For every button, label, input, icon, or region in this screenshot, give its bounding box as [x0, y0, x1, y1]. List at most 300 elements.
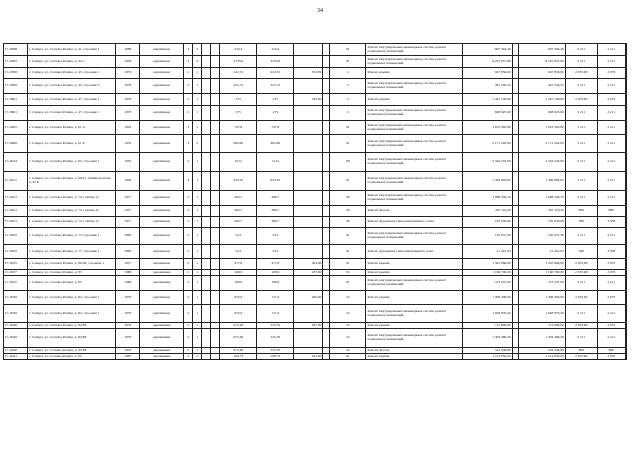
floors-cell: 2	[184, 259, 193, 270]
address-cell: г. Самара, ул. Степана Разина, д. 84 ВГ	[28, 348, 116, 354]
table-row	[4, 276, 627, 291]
area-living-cell: 169,73	[257, 354, 294, 360]
table-row	[4, 94, 627, 106]
code-cell: 91	[330, 259, 366, 270]
empty-cell	[625, 44, 626, 56]
year-cell: 1952	[116, 153, 140, 172]
row-id-cell: Г1-8440	[4, 323, 28, 329]
empty-cell	[323, 191, 330, 206]
cost-total-cell: 1 345 680,00	[462, 259, 512, 270]
empty-cell	[202, 291, 211, 305]
cost-total-cell: 1 447 140,00	[462, 94, 512, 106]
floors-cell: 2	[184, 191, 193, 206]
unit-cost-cell: 2 211	[565, 135, 597, 153]
row-id-cell: Г1-8421	[4, 191, 28, 206]
address-cell: г. Самара, ул. Степана Разина, д. 84 ВГ	[28, 323, 116, 329]
cost-fund-cell: 608 025,00	[518, 106, 565, 121]
material-cell: кирпичные	[140, 135, 184, 153]
code-cell: 22	[330, 323, 366, 329]
material-cell: кирпичные	[140, 245, 184, 259]
empty-cell	[323, 291, 330, 305]
unit-limit-cell: 2 670	[597, 323, 625, 329]
cost-fund-cell: 1 447 140,00	[518, 94, 565, 106]
address-cell: г. Самара, ул. Степана Разина, д. 73 а литера Д	[28, 206, 116, 217]
area-living-cell: 168,9	[257, 276, 294, 291]
empty-cell	[625, 56, 626, 68]
cost-fund-cell: 544 436,88	[518, 348, 565, 354]
area-living-cell: 225,76	[257, 348, 294, 354]
cost-total-cell: 373 437,90	[462, 276, 512, 291]
area-total-cell: 872,6	[220, 291, 257, 305]
empty-cell	[323, 121, 330, 135]
empty-cell	[211, 172, 220, 191]
year-cell: 1879	[116, 348, 140, 354]
empty-cell	[323, 172, 330, 191]
area-total-cell: 222,72	[220, 68, 257, 79]
cost-total-cell: 1 399 894,65	[462, 172, 512, 191]
area-living-cell: 489,7	[257, 191, 294, 206]
code-cell: 91	[330, 228, 366, 245]
empty-cell	[202, 217, 211, 228]
area-extra-cell	[294, 121, 323, 135]
entrances-cell: 1	[193, 79, 202, 94]
cost-total-cell: 195 030,66	[462, 217, 512, 228]
material-cell: деревянные	[140, 270, 184, 276]
empty-cell	[211, 79, 220, 94]
empty-cell	[323, 329, 330, 348]
floors-cell: 2	[184, 245, 193, 259]
unit-cost-cell: 2 211	[565, 44, 597, 56]
cost-total-cell: 1 653 385,80	[462, 121, 512, 135]
cost-fund-cell: 1 399 894,65	[518, 172, 565, 191]
address-cell: г. Самара, ул. Степана Разина, д. 73 а литера Д	[28, 217, 116, 228]
row-id-cell: Г1-8599	[4, 79, 28, 94]
address-cell: г. Самара, ул. Степана Разина, д. 69/ул. Ленинградская, д. 20 Б	[28, 172, 116, 191]
row-id-cell: Г1-8405	[4, 121, 28, 135]
area-living-cell: 54,3	[257, 228, 294, 245]
unit-cost-cell: 2 211	[565, 153, 597, 172]
unit-cost-cell: 2 670,00	[565, 259, 597, 270]
unit-cost-cell: 2 211	[565, 79, 597, 94]
year-cell: 1888	[116, 44, 140, 56]
area-extra-cell	[294, 172, 323, 191]
floors-cell: 2	[184, 270, 193, 276]
material-cell: кирпичные	[140, 153, 184, 172]
empty-cell	[211, 354, 220, 360]
empty-cell	[202, 172, 211, 191]
floors-cell: 3	[184, 56, 193, 68]
work-type-cell: Ремонт внутридомовых инженерных систем, ремонт подвальных помещений	[366, 153, 462, 172]
year-cell: 1917	[116, 191, 140, 206]
address-cell: г. Самара, ул. Степана Разина, д. 80-82, строение 1	[28, 259, 116, 270]
entrances-cell: 1	[193, 206, 202, 217]
entrances-cell: 1	[193, 68, 202, 79]
work-type-cell: Ремонт крыши	[366, 354, 462, 360]
year-cell: 1952	[116, 135, 140, 153]
work-type-cell: Ремонт фасада	[366, 348, 462, 354]
entrances-cell: 1	[193, 323, 202, 329]
empty-cell	[202, 191, 211, 206]
area-living-cell: 489,7	[257, 206, 294, 217]
unit-limit-cell: 2 211	[597, 172, 625, 191]
table-row	[4, 245, 627, 259]
area-extra-cell	[294, 206, 323, 217]
cost-fund-cell: 907 394,40	[518, 44, 565, 56]
unit-cost-cell: 2 211	[565, 172, 597, 191]
empty-cell	[202, 79, 211, 94]
code-cell: 2	[330, 68, 366, 79]
material-cell: кирпичные	[140, 206, 184, 217]
material-cell: кирпичные	[140, 106, 184, 121]
work-type-cell: Ремонт фундамента многоквартирного дома	[366, 217, 462, 228]
area-living-cell: 171,6	[257, 305, 294, 323]
code-cell: 91	[330, 245, 366, 259]
cost-fund-cell: 195 030,66	[518, 217, 565, 228]
cost-total-cell: 1 308 300,00	[462, 291, 512, 305]
empty-cell	[211, 217, 220, 228]
empty-cell	[323, 44, 330, 56]
work-type-cell: Ремонт внутридомовых инженерных систем, ремонт подвальных помещений	[366, 79, 462, 94]
cost-fund-cell: 1 928 876,40	[518, 305, 565, 323]
work-type-cell: Ремонт внутридомовых инженерных систем, ремонт подвальных помещений	[366, 135, 462, 153]
area-extra-cell	[294, 44, 323, 56]
unit-cost-cell: 2 211	[565, 191, 597, 206]
address-cell: г. Самара, ул. Степана Разина, д. 84, строение 1	[28, 305, 116, 323]
address-cell: г. Самара, ул. Степана Разина, д. 44 а	[28, 56, 116, 68]
table-row	[4, 121, 627, 135]
code-cell: 91	[330, 270, 366, 276]
floors-cell: 2	[184, 348, 193, 354]
empty-cell	[323, 94, 330, 106]
unit-limit-cell: 2 211	[597, 228, 625, 245]
cost-fund-cell: 1 214 850,00	[518, 354, 565, 360]
cost-total-cell: 712 890,00	[462, 323, 512, 329]
code-cell: 2	[330, 79, 366, 94]
unit-limit-cell: 806	[597, 206, 625, 217]
material-cell: кирпичные	[140, 291, 184, 305]
material-cell: деревянные	[140, 323, 184, 329]
empty-cell	[625, 259, 626, 270]
entrances-cell: 1	[193, 291, 202, 305]
material-cell: кирпичные	[140, 217, 184, 228]
code-cell: 39	[330, 206, 366, 217]
empty-cell	[625, 135, 626, 153]
area-extra-cell: 455,00	[294, 354, 323, 360]
unit-limit-cell: 2 670	[597, 270, 625, 276]
entrances-cell: 1	[193, 305, 202, 323]
empty-cell	[323, 305, 330, 323]
material-cell: деревянные	[140, 276, 184, 291]
empty-cell	[211, 276, 220, 291]
floors-cell: 3	[184, 44, 193, 56]
unit-cost-cell: 2 211	[565, 305, 597, 323]
entrances-cell: 2	[193, 44, 202, 56]
floors-cell: 2	[184, 94, 193, 106]
address-cell: г. Самара, ул. Степана Разина, д. 83	[28, 276, 116, 291]
area-extra-cell: 542,00	[294, 94, 323, 106]
empty-cell	[323, 56, 330, 68]
row-id-cell: Г1-8441	[4, 354, 28, 360]
area-total-cell: 633,35	[220, 172, 257, 191]
area-living-cell: 982,00	[257, 135, 294, 153]
empty-cell	[323, 79, 330, 94]
entrances-cell: 1	[193, 94, 202, 106]
code-cell: 2	[330, 94, 366, 106]
year-cell: 1890	[116, 245, 140, 259]
address-cell: г. Самара, ул. Степана Разина, д. 73, строение 1	[28, 228, 116, 245]
area-living-cell: 633,35	[257, 172, 294, 191]
area-total-cell: 477,8	[220, 259, 257, 270]
area-total-cell: 492,7	[220, 191, 257, 206]
year-cell: 1879	[116, 291, 140, 305]
year-cell: 1876	[116, 68, 140, 79]
material-cell: кирпичные	[140, 172, 184, 191]
cost-total-cell: 21 491,94	[462, 245, 512, 259]
floors-cell: 2	[184, 329, 193, 348]
cost-total-cell: 2 344 233,00	[462, 153, 512, 172]
unit-limit-cell: 2 211	[597, 135, 625, 153]
area-total-cell: 1612	[220, 153, 257, 172]
empty-cell	[202, 245, 211, 259]
page-number: 34	[317, 8, 323, 14]
unit-limit-cell: 2 211	[597, 44, 625, 56]
address-cell: г. Самара, ул. Степана Разина, д. 61 А	[28, 121, 116, 135]
area-living-cell: 275	[257, 106, 294, 121]
cost-total-cell: 120 057,30	[462, 228, 512, 245]
address-cell: г. Самара, ул. Степана Разина, д. 84 ВГ	[28, 329, 116, 348]
table-row	[4, 135, 627, 153]
area-total-cell: 168,9	[220, 270, 257, 276]
cost-fund-cell: 491 540,52	[518, 79, 565, 94]
empty-cell	[323, 135, 330, 153]
cost-fund-cell: 1 345 680,00	[518, 259, 565, 270]
unit-limit-cell: 2 211	[597, 121, 625, 135]
empty-cell	[211, 106, 220, 121]
entrances-cell: 4	[193, 56, 202, 68]
area-extra-cell	[294, 135, 323, 153]
area-living-cell: 1212	[257, 153, 294, 172]
unit-cost-cell: 2 211	[565, 56, 597, 68]
row-id-cell: Г1-8421	[4, 217, 28, 228]
year-cell: 1876	[116, 79, 140, 94]
address-cell: г. Самара, ул. Степана Разина, д. 77, строение 1	[28, 245, 116, 259]
unit-limit-cell: 2 670	[597, 291, 625, 305]
code-cell: 22	[330, 329, 366, 348]
unit-cost-cell: 2 211	[565, 329, 597, 348]
empty-cell	[202, 44, 211, 56]
area-total-cell: 982,00	[220, 135, 257, 153]
empty-cell	[211, 44, 220, 56]
unit-cost-cell: 806	[565, 348, 597, 354]
entrances-cell: 1	[193, 354, 202, 360]
code-cell: 68	[330, 153, 366, 172]
floors-cell: 2	[184, 305, 193, 323]
entrances-cell: 2	[193, 135, 202, 153]
empty-cell	[625, 106, 626, 121]
unit-cost-cell: 2 670,00	[565, 291, 597, 305]
empty-cell	[211, 259, 220, 270]
work-type-cell: Ремонт внутридомовых инженерных систем, ремонт подвальных помещений	[366, 56, 462, 68]
entrances-cell: 1	[193, 329, 202, 348]
row-id-cell: Г1-8421	[4, 206, 28, 217]
table-row	[4, 44, 627, 56]
empty-cell	[625, 245, 626, 259]
empty-cell	[625, 329, 626, 348]
area-extra-cell	[294, 305, 323, 323]
work-type-cell: Ремонт внутридомовых инженерных систем, ремонт подвальных помещений	[366, 106, 462, 121]
empty-cell	[202, 228, 211, 245]
address-cell: г. Самара, ул. Степана Разина, д. 85	[28, 354, 116, 360]
address-cell: г. Самара, ул. Степана Разина, д. 47, строение 1	[28, 106, 116, 121]
cost-total-cell: 491 540,52	[462, 79, 512, 94]
area-total-cell: 675,48	[220, 348, 257, 354]
empty-cell	[202, 56, 211, 68]
housing-repair-table	[3, 43, 627, 360]
row-id-cell: Г1-8437	[4, 276, 28, 291]
material-cell: кирпичные	[140, 79, 184, 94]
row-id-cell: Г1-8439	[4, 291, 28, 305]
code-cell: 91	[330, 276, 366, 291]
empty-cell	[625, 354, 626, 360]
year-cell: 1879	[116, 305, 140, 323]
material-cell: кирпичные	[140, 94, 184, 106]
area-extra-cell	[294, 228, 323, 245]
cost-total-cell: 1 166 790,00	[462, 270, 512, 276]
empty-cell	[202, 354, 211, 360]
empty-cell	[202, 153, 211, 172]
table-row	[4, 191, 627, 206]
entrances-cell: 1	[193, 348, 202, 354]
cost-fund-cell: 1 308 300,00	[518, 291, 565, 305]
area-extra-cell: 353,09	[294, 68, 323, 79]
year-cell: 1888	[116, 270, 140, 276]
area-living-cell: 3733,9	[257, 56, 294, 68]
table-row	[4, 172, 627, 191]
area-living-cell: 225,76	[257, 323, 294, 329]
work-type-cell: Ремонт крыши	[366, 270, 462, 276]
floors-cell: 2	[184, 153, 193, 172]
area-total-cell: 3733,9	[220, 56, 257, 68]
area-extra-cell	[294, 329, 323, 348]
work-type-cell: Ремонт внутридомовых инженерных систем, ремонт подвальных помещений	[366, 305, 462, 323]
work-type-cell: Ремонт крыши	[366, 291, 462, 305]
cost-total-cell: 397 116,20	[462, 206, 512, 217]
unit-limit-cell: 2 211	[597, 56, 625, 68]
year-cell: 1917	[116, 206, 140, 217]
entrances-cell: 1	[193, 270, 202, 276]
floors-cell: 2	[184, 354, 193, 360]
table-row	[4, 79, 627, 94]
empty-cell	[211, 291, 220, 305]
empty-cell	[323, 217, 330, 228]
empty-cell	[202, 121, 211, 135]
entrances-cell: 1	[193, 121, 202, 135]
material-cell: кирпичные	[140, 68, 184, 79]
area-extra-cell: 437,00	[294, 270, 323, 276]
area-living-cell: 222,72	[257, 79, 294, 94]
unit-cost-cell: 396	[565, 245, 597, 259]
material-cell: кирпичные	[140, 121, 184, 135]
empty-cell	[202, 259, 211, 270]
unit-cost-cell: 2 211	[565, 121, 597, 135]
work-type-cell: Ремонт внутридомовых инженерных систем, ремонт подвальных помещений	[366, 329, 462, 348]
unit-cost-cell: 2 670,00	[565, 354, 597, 360]
work-type-cell: Ремонт внутридомовых инженерных систем, ремонт подвальных помещений	[366, 44, 462, 56]
empty-cell	[323, 106, 330, 121]
work-type-cell: Ремонт крыши	[366, 323, 462, 329]
empty-cell	[211, 329, 220, 348]
row-id-cell: Г1-8595	[4, 56, 28, 68]
code-cell: 91	[330, 172, 366, 191]
cost-fund-cell: 712 890,00	[518, 323, 565, 329]
year-cell: 1878	[116, 94, 140, 106]
area-living-cell: 410,4	[257, 44, 294, 56]
empty-cell	[211, 135, 220, 153]
empty-cell	[625, 206, 626, 217]
area-extra-cell	[294, 217, 323, 228]
floors-cell: 2	[184, 68, 193, 79]
work-type-cell: Ремонт внутридомовых инженерных систем, ремонт подвальных помещений	[366, 121, 462, 135]
area-living-cell: 171,6	[257, 291, 294, 305]
work-type-cell: Ремонт фундамента многоквартирного дома	[366, 245, 462, 259]
area-total-cell: 675,48	[220, 329, 257, 348]
cost-fund-cell: 373 437,90	[518, 276, 565, 291]
year-cell: 1879	[116, 323, 140, 329]
floors-cell: 2	[184, 206, 193, 217]
material-cell: кирпичные	[140, 228, 184, 245]
area-living-cell: 477,8	[257, 259, 294, 270]
unit-cost-cell: 2 670,00	[565, 94, 597, 106]
year-cell: 1939	[116, 172, 140, 191]
empty-cell	[211, 245, 220, 259]
empty-cell	[625, 94, 626, 106]
row-id-cell: Г1-8425	[4, 228, 28, 245]
cost-fund-cell: 1 493 486,28	[518, 329, 565, 348]
area-living-cell: 275	[257, 94, 294, 106]
area-living-cell: 168,9	[257, 270, 294, 276]
cost-fund-cell: 8 255 651,80	[518, 56, 565, 68]
unit-cost-cell: 2 211	[565, 276, 597, 291]
table-row	[4, 228, 627, 245]
empty-cell	[202, 94, 211, 106]
floors-cell: 2	[184, 217, 193, 228]
unit-cost-cell: 396	[565, 217, 597, 228]
empty-cell	[211, 68, 220, 79]
cost-fund-cell: 1 166 790,00	[518, 270, 565, 276]
empty-cell	[211, 56, 220, 68]
code-cell: 91	[330, 56, 366, 68]
empty-cell	[211, 305, 220, 323]
row-id-cell: Г1-8408	[4, 135, 28, 153]
work-type-cell: Ремонт внутридомовых инженерных систем, ремонт подвальных помещений	[366, 191, 462, 206]
table-row	[4, 68, 627, 79]
empty-cell	[323, 228, 330, 245]
cost-total-cell: 2 171 202,00	[462, 135, 512, 153]
material-cell: кирпичные	[140, 44, 184, 56]
area-extra-cell: 490,00	[294, 291, 323, 305]
empty-cell	[211, 206, 220, 217]
table-row	[4, 291, 627, 305]
area-total-cell: 275	[220, 94, 257, 106]
entrances-cell: 1	[193, 276, 202, 291]
year-cell: 1917	[116, 259, 140, 270]
unit-cost-cell: 2 211	[565, 106, 597, 121]
cost-fund-cell: 2 344 233,00	[518, 153, 565, 172]
cost-total-cell: 1 088 339,70	[462, 191, 512, 206]
unit-limit-cell: 2 670	[597, 94, 625, 106]
cost-fund-cell: 1 653 385,80	[518, 121, 565, 135]
empty-cell	[323, 245, 330, 259]
